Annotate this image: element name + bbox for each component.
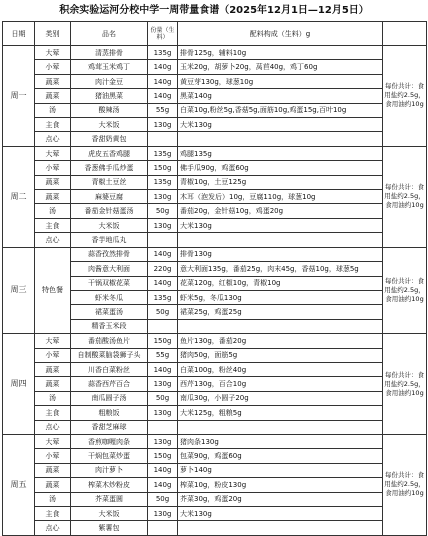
dish-cell: 大米饭: [71, 507, 148, 521]
ingredients-cell: 大米130g: [178, 118, 383, 132]
ingredients-cell: 青椒10g，土豆125g: [178, 175, 383, 189]
category-cell: 蔬菜: [35, 89, 71, 103]
category-cell: 汤: [35, 204, 71, 218]
header-portion: 份量（生料）: [148, 22, 178, 46]
portion-cell: 140g: [148, 247, 178, 261]
table-row: [3, 334, 427, 348]
category-cell: 点心: [35, 132, 71, 146]
dish-cell: 鸡茸玉米鸡丁: [71, 60, 148, 74]
portion-cell: 50g: [148, 492, 178, 506]
dish-cell: 香葱佛手瓜炒蛋: [71, 161, 148, 175]
category-cell: 蔬菜: [35, 74, 71, 88]
dish-cell: 大米饭: [71, 118, 148, 132]
category-cell: 蔬菜: [35, 362, 71, 376]
note-cell: 每份共计：食用盐约2.5g，食用油约10g: [383, 146, 427, 247]
ingredients-cell: [178, 521, 383, 535]
portion-cell: 130g: [148, 406, 178, 420]
page-title: 积余实验运河分校中学一周带量食谱（2025年12月1日—12月5日）: [59, 5, 369, 16]
dish-cell: 青椒土豆丝: [71, 175, 148, 189]
ingredients-cell: 大米130g: [178, 507, 383, 521]
portion-cell: 135g: [148, 290, 178, 304]
category-cell: 主食: [35, 218, 71, 232]
category-cell: 大荤: [35, 334, 71, 348]
portion-cell: 140g: [148, 60, 178, 74]
dish-cell: 虎皮五香鸡腿: [71, 146, 148, 160]
ingredients-cell: 排骨130g: [178, 247, 383, 261]
table-row: [3, 492, 427, 506]
portion-cell: [148, 521, 178, 535]
ingredients-cell: 猪肉条130g: [178, 434, 383, 448]
category-cell: 小荤: [35, 161, 71, 175]
ingredients-cell: 番茄20g，金针菇10g，鸡蛋20g: [178, 204, 383, 218]
table-row: [3, 204, 427, 218]
table-header-row: [3, 22, 427, 46]
table-row: [3, 434, 427, 448]
ingredients-cell: 鸡腿135g: [178, 146, 383, 160]
dish-cell: 清蒸排骨: [71, 46, 148, 60]
portion-cell: [148, 233, 178, 247]
ingredients-cell: 黑菜140g: [178, 89, 383, 103]
dish-cell: 番茄酸汤鱼片: [71, 334, 148, 348]
table-row: [3, 507, 427, 521]
dish-cell: 香甜芝麻球: [71, 420, 148, 434]
dish-cell: 肉汁金豆: [71, 74, 148, 88]
ingredients-cell: 猪肉50g，面筋5g: [178, 348, 383, 362]
dish-cell: 南瓜圆子汤: [71, 391, 148, 405]
note-cell: 每份共计：食用盐约2.5g，食用油约10g: [383, 334, 427, 435]
portion-cell: 140g: [148, 463, 178, 477]
table-row: [3, 420, 427, 434]
ingredients-cell: 玉米20g，胡萝卜20g，莴苣40g，鸡丁60g: [178, 60, 383, 74]
dish-cell: 粗粮饭: [71, 406, 148, 420]
day-cell: 周五: [3, 434, 35, 535]
dish-cell: 番茄金针菇蛋汤: [71, 204, 148, 218]
table-row: [3, 362, 427, 376]
category-cell: 蔬菜: [35, 377, 71, 391]
portion-cell: 140g: [148, 276, 178, 290]
ingredients-cell: 花菜120g，红椒10g，青椒10g: [178, 276, 383, 290]
ingredients-cell: 大米125g，粗粮5g: [178, 406, 383, 420]
day-cell: 周四: [3, 334, 35, 435]
portion-cell: 55g: [148, 103, 178, 117]
dish-cell: 麻婆豆腐: [71, 190, 148, 204]
ingredients-cell: 白菜100g，粉丝40g: [178, 362, 383, 376]
table-row: [3, 377, 427, 391]
table-row: [3, 190, 427, 204]
ingredients-cell: 大米130g: [178, 218, 383, 232]
portion-cell: 130g: [148, 118, 178, 132]
category-cell: 蔬菜: [35, 175, 71, 189]
ingredients-cell: [178, 132, 383, 146]
header-date: 日期: [3, 22, 35, 46]
day-cell: 周二: [3, 146, 35, 247]
ingredients-cell: 虾米5g，冬瓜130g: [178, 290, 383, 304]
category-cell: 小荤: [35, 60, 71, 74]
dish-cell: 蒜香西芹百合: [71, 377, 148, 391]
table-row: [3, 406, 427, 420]
ingredients-cell: 木耳（泡发后）10g，豆腐110g，球葱10g: [178, 190, 383, 204]
category-cell: 汤: [35, 391, 71, 405]
table-row: [3, 233, 427, 247]
portion-cell: 150g: [148, 161, 178, 175]
portion-cell: 55g: [148, 348, 178, 362]
dish-cell: 芥菜蛋圆: [71, 492, 148, 506]
dish-cell: 榨菜木炒粉皮: [71, 478, 148, 492]
table-row: [3, 247, 427, 261]
dish-cell: 酸辣汤: [71, 103, 148, 117]
dish-cell: 干焖包菜炒蛋: [71, 449, 148, 463]
dish-cell: 蒜香孜然排骨: [71, 247, 148, 261]
table-row: [3, 218, 427, 232]
menu-table: [2, 21, 427, 536]
category-cell: 点心: [35, 521, 71, 535]
portion-cell: 140g: [148, 74, 178, 88]
portion-cell: 130g: [148, 377, 178, 391]
ingredients-cell: 意大利面135g，番茄25g，肉末45g，香菇10g，球葱5g: [178, 262, 383, 276]
portion-cell: [148, 132, 178, 146]
portion-cell: 135g: [148, 175, 178, 189]
portion-cell: 50g: [148, 391, 178, 405]
category-cell: 主食: [35, 118, 71, 132]
header-dish: 品名: [71, 22, 148, 46]
portion-cell: 135g: [148, 46, 178, 60]
ingredients-cell: [178, 420, 383, 434]
table-row: [3, 463, 427, 477]
dish-cell: 紫薯包: [71, 521, 148, 535]
portion-cell: 50g: [148, 204, 178, 218]
dish-cell: 干锅双椒花菜: [71, 276, 148, 290]
category-cell: 蔬菜: [35, 463, 71, 477]
day-cell: 周三: [3, 247, 35, 333]
category-cell: 汤: [35, 492, 71, 506]
dish-cell: 猪油黑菜: [71, 89, 148, 103]
category-cell: 主食: [35, 406, 71, 420]
ingredients-cell: 黄豆芽130g，球葱10g: [178, 74, 383, 88]
portion-cell: 150g: [148, 449, 178, 463]
portion-cell: 130g: [148, 434, 178, 448]
ingredients-cell: 芥菜30g，鸡蛋20g: [178, 492, 383, 506]
ingredients-cell: 榨菜10g，粉皮130g: [178, 478, 383, 492]
ingredients-cell: 鱼片130g，番茄20g: [178, 334, 383, 348]
category-cell: 小荤: [35, 348, 71, 362]
ingredients-cell: 排骨125g，辅料10g: [178, 46, 383, 60]
table-row: [3, 118, 427, 132]
dish-cell: 精香玉米段: [71, 319, 148, 333]
dish-cell: 大米饭: [71, 218, 148, 232]
dish-cell: 裙菜蛋汤: [71, 305, 148, 319]
category-cell: 主食: [35, 507, 71, 521]
table-row: [3, 46, 427, 60]
category-cell: 大荤: [35, 434, 71, 448]
ingredients-cell: 西芹130g，百合10g: [178, 377, 383, 391]
table-row: [3, 478, 427, 492]
table-row: [3, 60, 427, 74]
ingredients-cell: 裙菜25g，鸡蛋25g: [178, 305, 383, 319]
category-cell: 大荤: [35, 46, 71, 60]
portion-cell: [148, 319, 178, 333]
portion-cell: 140g: [148, 89, 178, 103]
dish-cell: 肉汁萝卜: [71, 463, 148, 477]
note-cell: 每份共计：食用盐约2.5g，食用油约10g: [383, 434, 427, 535]
menu-body: [3, 46, 427, 536]
table-row: [3, 89, 427, 103]
dish-cell: 虾米冬瓜: [71, 290, 148, 304]
dish-cell: 自制酸菜脑袋狮子头: [71, 348, 148, 362]
dish-cell: 香煎咖喱肉条: [71, 434, 148, 448]
portion-cell: 140g: [148, 478, 178, 492]
portion-cell: 50g: [148, 305, 178, 319]
table-row: [3, 521, 427, 535]
ingredients-cell: 包菜90g，鸡蛋60g: [178, 449, 383, 463]
dish-cell: 川香白菜粉丝: [71, 362, 148, 376]
day-cell: 周一: [3, 46, 35, 147]
header-category: 类别: [35, 22, 71, 46]
header-note: [383, 22, 427, 46]
table-row: [3, 132, 427, 146]
category-cell: 特色餐: [35, 247, 71, 333]
dish-cell: 肉酱意大利面: [71, 262, 148, 276]
ingredients-cell: 白菜10g,粉丝5g,香菇5g,面筋10g,鸡蛋15g,百叶10g: [178, 103, 383, 117]
category-cell: 点心: [35, 233, 71, 247]
ingredients-cell: 萝卜140g: [178, 463, 383, 477]
note-cell: 每份共计：食用盐约2.5g，食用油约10g: [383, 247, 427, 333]
table-row: [3, 175, 427, 189]
category-cell: 点心: [35, 420, 71, 434]
category-cell: 大荤: [35, 146, 71, 160]
category-cell: 汤: [35, 103, 71, 117]
portion-cell: [148, 420, 178, 434]
table-row: [3, 146, 427, 160]
portion-cell: 130g: [148, 507, 178, 521]
portion-cell: 135g: [148, 146, 178, 160]
category-cell: 蔬菜: [35, 478, 71, 492]
ingredients-cell: 南瓜30g，小圆子20g: [178, 391, 383, 405]
ingredients-cell: [178, 233, 383, 247]
dish-cell: 香芋地瓜丸: [71, 233, 148, 247]
portion-cell: 150g: [148, 334, 178, 348]
category-cell: 小荤: [35, 449, 71, 463]
portion-cell: 220g: [148, 262, 178, 276]
header-ingredients: 配料构成（生料）g: [178, 22, 383, 46]
portion-cell: 140g: [148, 362, 178, 376]
ingredients-cell: 佛手瓜90g，鸡蛋60g: [178, 161, 383, 175]
table-row: [3, 103, 427, 117]
portion-cell: 130g: [148, 218, 178, 232]
category-cell: 蔬菜: [35, 190, 71, 204]
portion-cell: 130g: [148, 190, 178, 204]
table-row: [3, 74, 427, 88]
table-row: [3, 161, 427, 175]
table-row: [3, 449, 427, 463]
table-row: [3, 348, 427, 362]
dish-cell: 香甜奶黄包: [71, 132, 148, 146]
note-cell: 每份共计：食用盐约2.5g，食用油约10g: [383, 46, 427, 147]
table-row: [3, 391, 427, 405]
ingredients-cell: [178, 319, 383, 333]
